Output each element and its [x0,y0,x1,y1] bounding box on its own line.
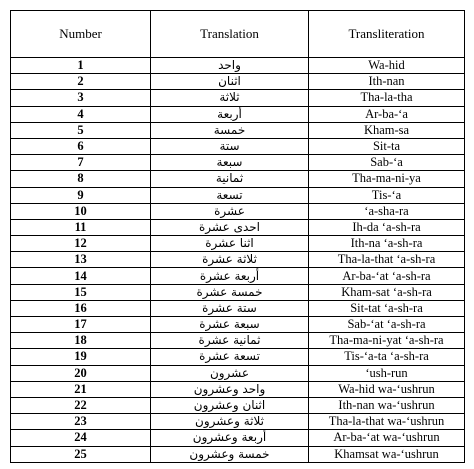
table-row [11,187,465,203]
number-cell: 9 [11,187,151,203]
number-cell: 11 [11,219,151,235]
transliteration-cell: Ar-ba-‘a [309,106,465,122]
transliteration-cell: Ith-nan [309,74,465,90]
translation-cell: تسعة [151,187,309,203]
transliteration-cell: Ar-ba-‘at ‘a-sh-ra [309,268,465,284]
translation-cell: ستة [151,138,309,154]
transliteration-cell: Sit-ta [309,138,465,154]
table-row [11,203,465,219]
number-cell: 14 [11,268,151,284]
table-row [11,58,465,74]
transliteration-cell: Tha-la-that wa-‘ushrun [309,414,465,430]
number-cell: 4 [11,106,151,122]
table-row [11,219,465,235]
number-cell: 7 [11,155,151,171]
table-row [11,138,465,154]
number-cell: 6 [11,138,151,154]
translation-cell: ستة عشرة [151,300,309,316]
translation-cell: خمسة عشرة [151,284,309,300]
translation-cell: خمسة وعشرون [151,446,309,462]
transliteration-cell: ‘a-sha-ra [309,203,465,219]
table-header [11,11,465,58]
transliteration-cell: Tis-‘a [309,187,465,203]
transliteration-cell: Kham-sat ‘a-sh-ra [309,284,465,300]
table-row [11,236,465,252]
transliteration-cell: Ar-ba-‘at wa-‘ushrun [309,430,465,446]
table-row [11,268,465,284]
header-row [11,11,465,58]
translation-cell: أربعة وعشرون [151,430,309,446]
transliteration-cell: Tha-ma-ni-yat ‘a-sh-ra [309,333,465,349]
number-cell: 2 [11,74,151,90]
transliteration-cell: Ih-da ‘a-sh-ra [309,219,465,235]
transliteration-cell: Tha-ma-ni-ya [309,171,465,187]
transliteration-cell: Tha-la-tha [309,90,465,106]
number-cell: 16 [11,300,151,316]
transliteration-cell: Sit-tat ‘a-sh-ra [309,300,465,316]
translation-cell: خمسة [151,122,309,138]
header-translation: Translation [151,11,309,58]
table-row [11,122,465,138]
table-body [11,58,465,463]
number-cell: 13 [11,252,151,268]
transliteration-cell: Sab-‘a [309,155,465,171]
table-row [11,317,465,333]
translation-cell: سبعة عشرة [151,317,309,333]
translation-cell: ثمانية عشرة [151,333,309,349]
number-cell: 24 [11,430,151,446]
transliteration-cell: Khamsat wa-‘ushrun [309,446,465,462]
numbers-table [10,10,465,463]
transliteration-cell: Wa-hid wa-‘ushrun [309,381,465,397]
transliteration-cell: Tis-‘a-ta ‘a-sh-ra [309,349,465,365]
translation-cell: اثنا عشرة [151,236,309,252]
number-cell: 3 [11,90,151,106]
number-cell: 8 [11,171,151,187]
transliteration-cell: Sab-‘at ‘a-sh-ra [309,317,465,333]
table-row [11,414,465,430]
table-row [11,284,465,300]
translation-cell: أربعة عشرة [151,268,309,284]
table-row [11,106,465,122]
translation-cell: واحد [151,58,309,74]
transliteration-cell: ‘ush-run [309,365,465,381]
table-row [11,252,465,268]
translation-cell: احدى عشرة [151,219,309,235]
number-cell: 19 [11,349,151,365]
translation-cell: واحد وعشرون [151,381,309,397]
number-cell: 22 [11,397,151,413]
translation-cell: عشرة [151,203,309,219]
translation-cell: سبعة [151,155,309,171]
number-cell: 17 [11,317,151,333]
translation-cell: اثنان [151,74,309,90]
header-number: Number [11,11,151,58]
transliteration-cell: Ith-na ‘a-sh-ra [309,236,465,252]
number-cell: 12 [11,236,151,252]
number-cell: 21 [11,381,151,397]
table-row [11,74,465,90]
number-cell: 18 [11,333,151,349]
table-row [11,381,465,397]
transliteration-cell: Ith-nan wa-‘ushrun [309,397,465,413]
number-cell: 5 [11,122,151,138]
translation-cell: تسعة عشرة [151,349,309,365]
translation-cell: ثلاثة [151,90,309,106]
transliteration-cell: Wa-hid [309,58,465,74]
table-row [11,300,465,316]
translation-cell: ثلاثة وعشرون [151,414,309,430]
number-cell: 20 [11,365,151,381]
translation-cell: اثنان وعشرون [151,397,309,413]
number-cell: 10 [11,203,151,219]
translation-cell: أربعة [151,106,309,122]
table-row [11,365,465,381]
table-row [11,90,465,106]
number-cell: 25 [11,446,151,462]
translation-cell: ثلاثة عشرة [151,252,309,268]
table-row [11,430,465,446]
translation-cell: ثمانية [151,171,309,187]
table-row [11,446,465,462]
transliteration-cell: Kham-sa [309,122,465,138]
number-cell: 1 [11,58,151,74]
transliteration-cell: Tha-la-that ‘a-sh-ra [309,252,465,268]
translation-cell: عشرون [151,365,309,381]
number-cell: 23 [11,414,151,430]
header-transliteration: Transliteration [309,11,465,58]
table-row [11,155,465,171]
table-row [11,397,465,413]
table-row [11,349,465,365]
number-cell: 15 [11,284,151,300]
table-row [11,171,465,187]
table-row [11,333,465,349]
